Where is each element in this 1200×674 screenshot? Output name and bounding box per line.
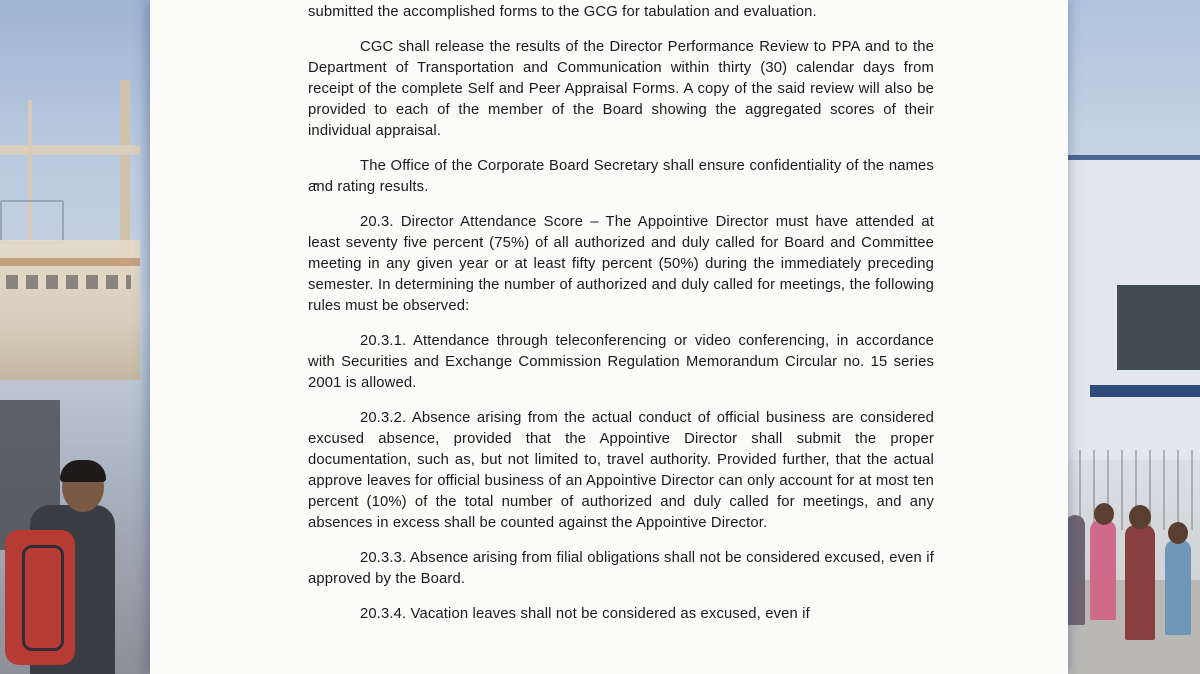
person-hair: [60, 460, 106, 482]
child-silhouette: [1090, 520, 1116, 620]
background-photo-left: [0, 0, 150, 674]
backpack-strap: [22, 545, 64, 651]
paragraph-submission-deadline: submitted the accomplished forms to the GCG for tabulation and evaluation.: [308, 4, 817, 20]
paragraph-confidentiality: The Office of the Corporate Board Secretary shall ensure confidentiality of the names and rating results.: [308, 158, 934, 195]
paragraph-results-release: CGC shall release the results of the Director Performance Review to PPA and to the Department of Transportation and Communication within thirty (30) calendar days from receipt of the complete Self and Peer Appraisal Forms. A copy of the said review will also be provided to each of the member of the Board showing the aggregated scores of their individual appraisal.: [308, 39, 934, 139]
paragraph-attendance-score: 20.3. Director Attendance Score – The Appointive Director must have attended at least seventy five percent (75%) of all authorized and duly called for Board and Committee meeting in any given year or at least fifty percent (50%) during the immediately preceding semester. In determining the number of authorized and duly called for meetings, the following rules must be observed:: [308, 214, 934, 314]
child-silhouette: [1165, 540, 1191, 635]
paragraph-official-business: 20.3.2. Absence arising from the actual conduct of official business are considered excused absence, provided that the Appointive Director shall submit the proper documentation, such as, but not limited to, travel authority. Provided further, that the actual approve leaves for official business of an Appointive Director can only account for at most ten percent (10%) of the total number of authorized and duly called for meetings, and any absences in excess shall be counted against the Appointive Director.: [308, 410, 934, 531]
document-page: [150, 0, 1068, 674]
building-window: [1117, 285, 1200, 370]
document-body: [308, 0, 934, 639]
background-photo-right: [1065, 0, 1200, 674]
paragraph-vacation-leaves: 20.3.4. Vacation leaves shall not be considered as excused, even if: [360, 606, 810, 622]
child-silhouette: [1125, 525, 1155, 640]
crane-arm: [0, 145, 140, 155]
child-head: [1129, 505, 1151, 529]
child-head: [1094, 503, 1114, 525]
child-head: [1168, 522, 1188, 544]
building-awning: [1090, 385, 1200, 397]
ship-rigging: [0, 200, 64, 244]
ship-windows: [6, 275, 131, 289]
paragraph-filial-obligations: 20.3.3. Absence arising from filial obligations shall not be considered excused, even if approved by the Board.: [308, 550, 934, 587]
ship-stripe: [0, 258, 140, 266]
paragraph-teleconferencing: 20.3.1. Attendance through teleconferencing or video conferencing, in accordance with Securities and Exchange Commission Regulation Memorandum Circular no. 15 series 2001 is allowed.: [308, 333, 934, 391]
